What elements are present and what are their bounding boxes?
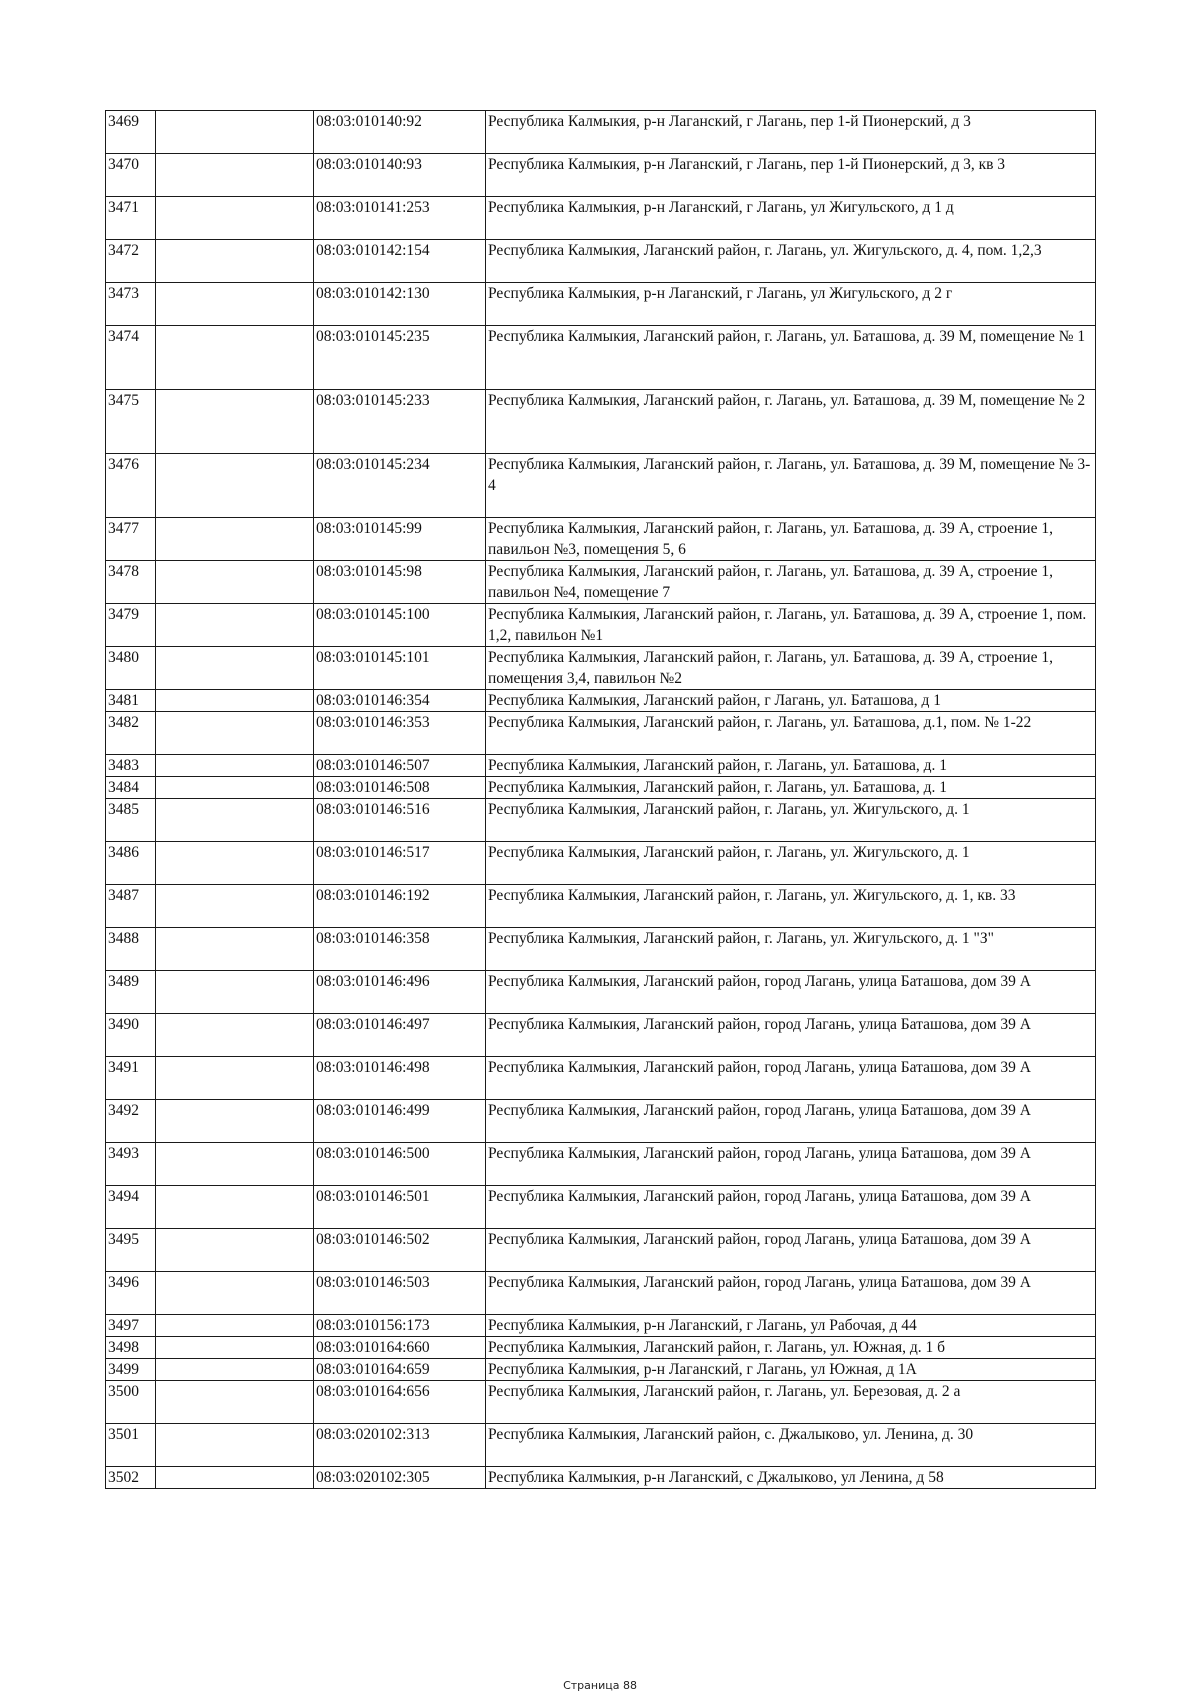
address-cell: Республика Калмыкия, Лаганский район, г. Лагань, ул. Баташова, д. 39 М, помещение № 2 [486,390,1096,454]
cadastral-number-cell: 08:03:010146:503 [314,1272,486,1315]
cadastral-number-cell: 08:03:010146:508 [314,777,486,799]
table-row [106,971,1096,1014]
row-number-cell: 3479 [106,604,156,647]
empty-cell [156,1467,314,1489]
cadastral-number-cell: 08:03:010156:173 [314,1315,486,1337]
cadastral-number-cell: 08:03:010142:154 [314,240,486,283]
empty-cell [156,647,314,690]
address-cell: Республика Калмыкия, Лаганский район, г. Лагань, ул. Южная, д. 1 б [486,1337,1096,1359]
cadastral-number-cell: 08:03:010146:496 [314,971,486,1014]
address-cell: Республика Калмыкия, Лаганский район, г. Лагань, ул. Баташова, д. 39 М, помещение № 1 [486,326,1096,390]
row-number-cell: 3475 [106,390,156,454]
cadastral-number-cell: 08:03:010145:98 [314,561,486,604]
row-number-cell: 3474 [106,326,156,390]
table-row [106,1186,1096,1229]
table-row [106,1315,1096,1337]
address-cell: Республика Калмыкия, Лаганский район, г. Лагань, ул. Березовая, д. 2 а [486,1381,1096,1424]
empty-cell [156,971,314,1014]
cadastral-number-cell: 08:03:010140:92 [314,111,486,154]
registry-table [105,110,1096,1489]
row-number-cell: 3478 [106,561,156,604]
address-cell: Республика Калмыкия, Лаганский район, город Лагань, улица Баташова, дом 39 А [486,1014,1096,1057]
row-number-cell: 3469 [106,111,156,154]
address-cell: Республика Калмыкия, р-н Лаганский, г Лагань, ул Жигульского, д 1 д [486,197,1096,240]
row-number-cell: 3493 [106,1143,156,1186]
table-row [106,111,1096,154]
page-number: Страница 88 [563,1679,637,1692]
address-cell: Республика Калмыкия, Лаганский район, г. Лагань, ул. Баташова, д. 1 [486,755,1096,777]
row-number-cell: 3491 [106,1057,156,1100]
address-cell: Республика Калмыкия, Лаганский район, с. Джалыково, ул. Ленина, д. 30 [486,1424,1096,1467]
address-cell: Республика Калмыкия, Лаганский район, г. Лагань, ул. Баташова, д. 39 А, строение 1, пом. 1,2, павильон №1 [486,604,1096,647]
table-row [106,604,1096,647]
table-row [106,154,1096,197]
address-cell: Республика Калмыкия, Лаганский район, г. Лагань, ул. Баташова, д.1, пом. № 1-22 [486,712,1096,755]
cadastral-number-cell: 08:03:010146:499 [314,1100,486,1143]
address-cell: Республика Калмыкия, Лаганский район, город Лагань, улица Баташова, дом 39 А [486,1143,1096,1186]
address-cell: Республика Калмыкия, р-н Лаганский, г Лагань, ул Жигульского, д 2 г [486,283,1096,326]
row-number-cell: 3497 [106,1315,156,1337]
row-number-cell: 3483 [106,755,156,777]
address-cell: Республика Калмыкия, Лаганский район, город Лагань, улица Баташова, дом 39 А [486,1186,1096,1229]
table-row [106,1100,1096,1143]
table-row [106,1467,1096,1489]
address-cell: Республика Калмыкия, Лаганский район, г. Лагань, ул. Жигульского, д. 1 [486,799,1096,842]
address-cell: Республика Калмыкия, Лаганский район, г. Лагань, ул. Баташова, д. 39 А, строение 1, павильон №3, помещения 5, 6 [486,518,1096,561]
empty-cell [156,1100,314,1143]
table-row [106,690,1096,712]
table-row [106,1272,1096,1315]
cadastral-number-cell: 08:03:010145:100 [314,604,486,647]
cadastral-number-cell: 08:03:010146:498 [314,1057,486,1100]
empty-cell [156,561,314,604]
empty-cell [156,842,314,885]
row-number-cell: 3502 [106,1467,156,1489]
table-row [106,1229,1096,1272]
row-number-cell: 3496 [106,1272,156,1315]
address-cell: Республика Калмыкия, р-н Лаганский, г Лагань, пер 1-й Пионерский, д 3 [486,111,1096,154]
table-row [106,1381,1096,1424]
row-number-cell: 3498 [106,1337,156,1359]
empty-cell [156,777,314,799]
empty-cell [156,518,314,561]
empty-cell [156,1424,314,1467]
row-number-cell: 3477 [106,518,156,561]
table-row [106,1143,1096,1186]
empty-cell [156,390,314,454]
empty-cell [156,111,314,154]
cadastral-number-cell: 08:03:010146:507 [314,755,486,777]
cadastral-number-cell: 08:03:020102:305 [314,1467,486,1489]
table-row [106,197,1096,240]
cadastral-number-cell: 08:03:010146:500 [314,1143,486,1186]
row-number-cell: 3500 [106,1381,156,1424]
address-cell: Республика Калмыкия, Лаганский район, город Лагань, улица Баташова, дом 39 А [486,971,1096,1014]
row-number-cell: 3490 [106,1014,156,1057]
cadastral-number-cell: 08:03:010146:497 [314,1014,486,1057]
empty-cell [156,240,314,283]
row-number-cell: 3487 [106,885,156,928]
address-cell: Республика Калмыкия, Лаганский район, г. Лагань, ул. Жигульского, д. 1, кв. 33 [486,885,1096,928]
empty-cell [156,1057,314,1100]
table-row [106,712,1096,755]
empty-cell [156,885,314,928]
empty-cell [156,712,314,755]
cadastral-number-cell: 08:03:010145:101 [314,647,486,690]
cadastral-number-cell: 08:03:010146:501 [314,1186,486,1229]
table-row [106,390,1096,454]
address-cell: Республика Калмыкия, Лаганский район, г. Лагань, ул. Баташова, д. 39 А, строение 1, помещения 3,4, павильон №2 [486,647,1096,690]
empty-cell [156,1014,314,1057]
cadastral-number-cell: 08:03:010146:502 [314,1229,486,1272]
address-cell: Республика Калмыкия, Лаганский район, город Лагань, улица Баташова, дом 39 А [486,1100,1096,1143]
empty-cell [156,1315,314,1337]
row-number-cell: 3470 [106,154,156,197]
row-number-cell: 3492 [106,1100,156,1143]
address-cell: Республика Калмыкия, р-н Лаганский, с Джалыково, ул Ленина, д 58 [486,1467,1096,1489]
row-number-cell: 3473 [106,283,156,326]
table-row [106,799,1096,842]
address-cell: Республика Калмыкия, Лаганский район, г. Лагань, ул. Баташова, д. 1 [486,777,1096,799]
table-row [106,842,1096,885]
address-cell: Республика Калмыкия, Лаганский район, г. Лагань, ул. Жигульского, д. 1 "З" [486,928,1096,971]
table-row [106,1424,1096,1467]
empty-cell [156,454,314,518]
table-row [106,885,1096,928]
cadastral-number-cell: 08:03:010140:93 [314,154,486,197]
cadastral-number-cell: 08:03:010145:233 [314,390,486,454]
cadastral-number-cell: 08:03:010141:253 [314,197,486,240]
row-number-cell: 3481 [106,690,156,712]
empty-cell [156,799,314,842]
row-number-cell: 3472 [106,240,156,283]
cadastral-number-cell: 08:03:010146:192 [314,885,486,928]
cadastral-number-cell: 08:03:010164:656 [314,1381,486,1424]
empty-cell [156,1186,314,1229]
table-row [106,647,1096,690]
address-cell: Республика Калмыкия, р-н Лаганский, г Лагань, ул Южная, д 1А [486,1359,1096,1381]
address-cell: Республика Калмыкия, р-н Лаганский, г Лагань, ул Рабочая, д 44 [486,1315,1096,1337]
address-cell: Республика Калмыкия, Лаганский район, город Лагань, улица Баташова, дом 39 А [486,1057,1096,1100]
cadastral-number-cell: 08:03:010145:99 [314,518,486,561]
cadastral-number-cell: 08:03:010145:234 [314,454,486,518]
cadastral-number-cell: 08:03:010164:660 [314,1337,486,1359]
address-cell: Республика Калмыкия, р-н Лаганский, г Лагань, пер 1-й Пионерский, д 3, кв 3 [486,154,1096,197]
empty-cell [156,1359,314,1381]
address-cell: Республика Калмыкия, Лаганский район, г. Лагань, ул. Баташова, д. 39 А, строение 1, павильон №4, помещение 7 [486,561,1096,604]
table-row [106,1359,1096,1381]
row-number-cell: 3484 [106,777,156,799]
empty-cell [156,755,314,777]
empty-cell [156,1143,314,1186]
row-number-cell: 3499 [106,1359,156,1381]
empty-cell [156,1272,314,1315]
empty-cell [156,690,314,712]
row-number-cell: 3501 [106,1424,156,1467]
cadastral-number-cell: 08:03:010146:354 [314,690,486,712]
table-row [106,1014,1096,1057]
table-row [106,518,1096,561]
empty-cell [156,197,314,240]
table-row [106,283,1096,326]
registry-table-body [106,111,1096,1489]
cadastral-number-cell: 08:03:010146:517 [314,842,486,885]
cadastral-number-cell: 08:03:010145:235 [314,326,486,390]
cadastral-number-cell: 08:03:010164:659 [314,1359,486,1381]
row-number-cell: 3488 [106,928,156,971]
cadastral-number-cell: 08:03:010146:358 [314,928,486,971]
empty-cell [156,604,314,647]
table-row [106,755,1096,777]
table-row [106,561,1096,604]
table-row [106,240,1096,283]
empty-cell [156,283,314,326]
table-row [106,326,1096,390]
cadastral-number-cell: 08:03:020102:313 [314,1424,486,1467]
row-number-cell: 3494 [106,1186,156,1229]
cadastral-number-cell: 08:03:010146:516 [314,799,486,842]
table-row [106,1337,1096,1359]
address-cell: Республика Калмыкия, Лаганский район, г. Лагань, ул. Баташова, д. 39 М, помещение № 3-4 [486,454,1096,518]
table-row [106,777,1096,799]
row-number-cell: 3476 [106,454,156,518]
row-number-cell: 3480 [106,647,156,690]
row-number-cell: 3471 [106,197,156,240]
row-number-cell: 3489 [106,971,156,1014]
table-row [106,454,1096,518]
row-number-cell: 3485 [106,799,156,842]
page-footer [0,1679,1200,1692]
row-number-cell: 3482 [106,712,156,755]
address-cell: Республика Калмыкия, Лаганский район, г Лагань, ул. Баташова, д 1 [486,690,1096,712]
address-cell: Республика Калмыкия, Лаганский район, город Лагань, улица Баташова, дом 39 А [486,1229,1096,1272]
cadastral-number-cell: 08:03:010146:353 [314,712,486,755]
row-number-cell: 3486 [106,842,156,885]
row-number-cell: 3495 [106,1229,156,1272]
table-row [106,928,1096,971]
empty-cell [156,928,314,971]
empty-cell [156,1337,314,1359]
table-row [106,1057,1096,1100]
empty-cell [156,326,314,390]
empty-cell [156,1381,314,1424]
cadastral-number-cell: 08:03:010142:130 [314,283,486,326]
address-cell: Республика Калмыкия, Лаганский район, г. Лагань, ул. Жигульского, д. 4, пом. 1,2,3 [486,240,1096,283]
empty-cell [156,1229,314,1272]
address-cell: Республика Калмыкия, Лаганский район, г. Лагань, ул. Жигульского, д. 1 [486,842,1096,885]
empty-cell [156,154,314,197]
address-cell: Республика Калмыкия, Лаганский район, город Лагань, улица Баташова, дом 39 А [486,1272,1096,1315]
